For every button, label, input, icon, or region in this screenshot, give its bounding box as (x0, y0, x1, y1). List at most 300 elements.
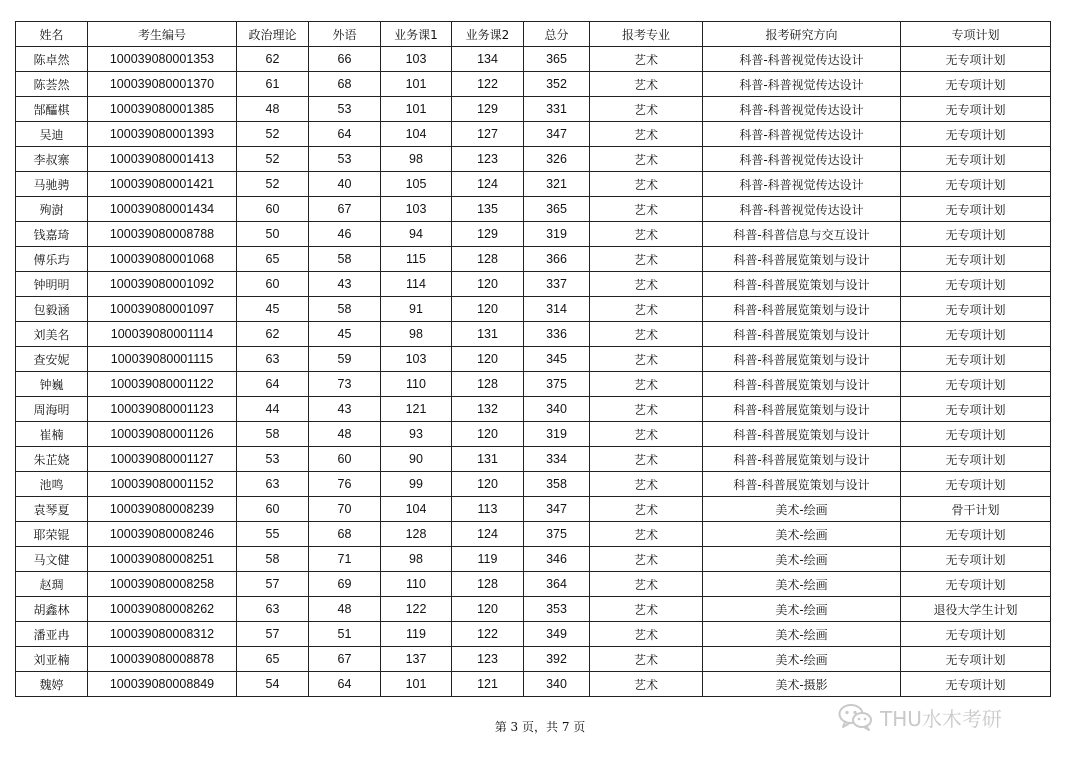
table-cell: 100039080008258 (88, 572, 237, 597)
table-cell: 40 (309, 172, 381, 197)
table-cell: 131 (452, 447, 524, 472)
table-cell: 艺术 (590, 572, 703, 597)
table-cell: 殉澍 (16, 197, 88, 222)
table-cell: 319 (524, 222, 590, 247)
table-cell: 艺术 (590, 197, 703, 222)
table-cell: 包毅涵 (16, 297, 88, 322)
column-header: 政治理论 (237, 22, 309, 47)
table-cell: 袁琴夏 (16, 497, 88, 522)
table-cell: 51 (309, 622, 381, 647)
table-cell: 90 (381, 447, 452, 472)
table-cell: 钱嘉琦 (16, 222, 88, 247)
table-cell: 无专项计划 (901, 47, 1051, 72)
table-cell: 103 (381, 47, 452, 72)
table-cell: 63 (237, 472, 309, 497)
table-cell: 无专项计划 (901, 622, 1051, 647)
table-cell: 57 (237, 572, 309, 597)
table-cell: 45 (309, 322, 381, 347)
table-cell: 365 (524, 197, 590, 222)
table-cell: 无专项计划 (901, 72, 1051, 97)
table-cell: 345 (524, 347, 590, 372)
table-cell: 64 (309, 672, 381, 697)
table-cell: 101 (381, 72, 452, 97)
table-cell: 53 (309, 147, 381, 172)
table-cell: 100039080008312 (88, 622, 237, 647)
table-cell: 美术-绘画 (703, 622, 901, 647)
table-cell: 54 (237, 672, 309, 697)
table-cell: 艺术 (590, 247, 703, 272)
table-cell: 113 (452, 497, 524, 522)
table-cell: 326 (524, 147, 590, 172)
table-cell: 65 (237, 247, 309, 272)
table-cell: 无专项计划 (901, 197, 1051, 222)
table-cell: 375 (524, 522, 590, 547)
table-cell: 100039080008788 (88, 222, 237, 247)
table-row (16, 172, 1051, 197)
table-cell: 艺术 (590, 97, 703, 122)
table-cell: 陈卓然 (16, 47, 88, 72)
table-cell: 郜醽棋 (16, 97, 88, 122)
table-cell: 58 (237, 422, 309, 447)
table-cell: 艺术 (590, 372, 703, 397)
table-cell: 刘美名 (16, 322, 88, 347)
table-cell: 科普-科普展览策划与设计 (703, 297, 901, 322)
table-cell: 100039080001097 (88, 297, 237, 322)
table-cell: 100039080001114 (88, 322, 237, 347)
column-header: 业务课2 (452, 22, 524, 47)
table-cell: 美术-摄影 (703, 672, 901, 697)
table-cell: 63 (237, 347, 309, 372)
table-row (16, 647, 1051, 672)
table-cell: 艺术 (590, 497, 703, 522)
table-cell: 129 (452, 222, 524, 247)
table-cell: 59 (309, 347, 381, 372)
table-cell: 科普-科普展览策划与设计 (703, 447, 901, 472)
table-cell: 121 (452, 672, 524, 697)
table-cell: 无专项计划 (901, 447, 1051, 472)
table-cell: 美术-绘画 (703, 572, 901, 597)
table-cell: 340 (524, 397, 590, 422)
table-cell: 退役大学生计划 (901, 597, 1051, 622)
table-row (16, 222, 1051, 247)
table-cell: 61 (237, 72, 309, 97)
table-cell: 无专项计划 (901, 297, 1051, 322)
table-row (16, 522, 1051, 547)
table-cell: 科普-科普视觉传达设计 (703, 147, 901, 172)
table-cell: 69 (309, 572, 381, 597)
table-cell: 45 (237, 297, 309, 322)
table-body (16, 47, 1051, 697)
table-cell: 52 (237, 172, 309, 197)
table-cell: 120 (452, 347, 524, 372)
table-cell: 艺术 (590, 597, 703, 622)
table-cell: 无专项计划 (901, 397, 1051, 422)
table-cell: 100039080001434 (88, 197, 237, 222)
table-cell: 43 (309, 397, 381, 422)
table-cell: 科普-科普视觉传达设计 (703, 72, 901, 97)
table-cell: 60 (309, 447, 381, 472)
table-cell: 314 (524, 297, 590, 322)
table-cell: 100039080001370 (88, 72, 237, 97)
table-cell: 71 (309, 547, 381, 572)
table-row (16, 372, 1051, 397)
table-cell: 101 (381, 672, 452, 697)
table-cell: 艺术 (590, 422, 703, 447)
table-cell: 钟明明 (16, 272, 88, 297)
column-header: 报考研究方向 (703, 22, 901, 47)
table-cell: 110 (381, 572, 452, 597)
table-cell: 366 (524, 247, 590, 272)
table-cell: 艺术 (590, 72, 703, 97)
table-cell: 46 (309, 222, 381, 247)
table-cell: 艺术 (590, 522, 703, 547)
table-cell: 100039080001068 (88, 247, 237, 272)
table-cell: 128 (452, 247, 524, 272)
table-cell: 赵琱 (16, 572, 88, 597)
table-cell: 353 (524, 597, 590, 622)
table-cell: 392 (524, 647, 590, 672)
table-cell: 无专项计划 (901, 422, 1051, 447)
table-cell: 55 (237, 522, 309, 547)
table-cell: 128 (452, 572, 524, 597)
table-cell: 无专项计划 (901, 672, 1051, 697)
admission-score-table (15, 21, 1051, 697)
table-row (16, 97, 1051, 122)
table-cell: 100039080008262 (88, 597, 237, 622)
table-cell: 43 (309, 272, 381, 297)
table-cell: 120 (452, 272, 524, 297)
table-cell: 91 (381, 297, 452, 322)
watermark (838, 700, 1002, 734)
table-cell: 美术-绘画 (703, 497, 901, 522)
table-cell: 120 (452, 422, 524, 447)
table-cell: 103 (381, 347, 452, 372)
table-cell: 艺术 (590, 47, 703, 72)
table-cell: 骨干计划 (901, 497, 1051, 522)
table-row (16, 672, 1051, 697)
table-cell: 100039080001092 (88, 272, 237, 297)
table-cell: 120 (452, 472, 524, 497)
table-cell: 科普-科普展览策划与设计 (703, 472, 901, 497)
table-cell: 无专项计划 (901, 322, 1051, 347)
table-cell: 艺术 (590, 672, 703, 697)
table-cell: 100039080008878 (88, 647, 237, 672)
table-row (16, 197, 1051, 222)
table-cell: 336 (524, 322, 590, 347)
table-cell: 100039080001393 (88, 122, 237, 147)
table-cell: 查安妮 (16, 347, 88, 372)
table-cell: 潘亚冉 (16, 622, 88, 647)
table-cell: 128 (452, 372, 524, 397)
table-header-row (16, 22, 1051, 47)
table-row (16, 397, 1051, 422)
table-cell: 73 (309, 372, 381, 397)
table-cell: 无专项计划 (901, 172, 1051, 197)
table-cell: 119 (381, 622, 452, 647)
table-row (16, 297, 1051, 322)
table-row (16, 47, 1051, 72)
table-cell: 科普-科普展览策划与设计 (703, 372, 901, 397)
table-cell: 100039080001385 (88, 97, 237, 122)
table-cell: 无专项计划 (901, 547, 1051, 572)
table-cell: 44 (237, 397, 309, 422)
table-cell: 魏婷 (16, 672, 88, 697)
table-cell: 66 (309, 47, 381, 72)
table-cell: 艺术 (590, 147, 703, 172)
table-cell: 胡鑫林 (16, 597, 88, 622)
table-cell: 陈荟然 (16, 72, 88, 97)
table-cell: 137 (381, 647, 452, 672)
table-row (16, 247, 1051, 272)
table-cell: 马驰骋 (16, 172, 88, 197)
table-cell: 无专项计划 (901, 522, 1051, 547)
table-cell: 科普-科普视觉传达设计 (703, 122, 901, 147)
table-cell: 科普-科普展览策划与设计 (703, 397, 901, 422)
table-cell: 365 (524, 47, 590, 72)
column-header: 业务课1 (381, 22, 452, 47)
table-cell: 朱芷娆 (16, 447, 88, 472)
table-cell: 105 (381, 172, 452, 197)
table-cell: 123 (452, 647, 524, 672)
table-cell: 337 (524, 272, 590, 297)
table-row (16, 72, 1051, 97)
table-cell: 63 (237, 597, 309, 622)
table-cell: 无专项计划 (901, 272, 1051, 297)
table-cell: 马文健 (16, 547, 88, 572)
table-cell: 104 (381, 122, 452, 147)
page-number: 第 3 页，共 7 页 (494, 720, 586, 734)
table-cell: 100039080001115 (88, 347, 237, 372)
table-cell: 无专项计划 (901, 572, 1051, 597)
table-cell: 122 (452, 622, 524, 647)
table-cell: 68 (309, 522, 381, 547)
table-cell: 钟巍 (16, 372, 88, 397)
table-cell: 48 (237, 97, 309, 122)
table-cell: 94 (381, 222, 452, 247)
table-cell: 科普-科普视觉传达设计 (703, 197, 901, 222)
table-cell: 周海明 (16, 397, 88, 422)
table-cell: 375 (524, 372, 590, 397)
table-cell: 科普-科普展览策划与设计 (703, 247, 901, 272)
table-cell: 62 (237, 322, 309, 347)
table-cell: 科普-科普展览策划与设计 (703, 422, 901, 447)
table-cell: 58 (237, 547, 309, 572)
table-cell: 科普-科普展览策划与设计 (703, 347, 901, 372)
table-cell: 艺术 (590, 547, 703, 572)
table-cell: 52 (237, 122, 309, 147)
table-cell: 135 (452, 197, 524, 222)
table-cell: 48 (309, 597, 381, 622)
table-cell: 114 (381, 272, 452, 297)
table-cell: 耶荣锟 (16, 522, 88, 547)
table-cell: 122 (381, 597, 452, 622)
column-header: 专项计划 (901, 22, 1051, 47)
table-cell: 100039080001152 (88, 472, 237, 497)
table-cell: 艺术 (590, 322, 703, 347)
table-cell: 100039080001421 (88, 172, 237, 197)
table-row (16, 547, 1051, 572)
table-cell: 无专项计划 (901, 372, 1051, 397)
table-cell: 无专项计划 (901, 97, 1051, 122)
table-cell: 62 (237, 47, 309, 72)
table-cell: 347 (524, 497, 590, 522)
table-cell: 57 (237, 622, 309, 647)
watermark-text: THU水木考研 (880, 706, 1002, 731)
table-cell: 123 (452, 147, 524, 172)
table-row (16, 347, 1051, 372)
table-cell: 无专项计划 (901, 647, 1051, 672)
table-cell: 100039080008239 (88, 497, 237, 522)
table-cell: 100039080001122 (88, 372, 237, 397)
table-cell: 98 (381, 547, 452, 572)
table-cell: 99 (381, 472, 452, 497)
table-cell: 科普-科普展览策划与设计 (703, 322, 901, 347)
table-cell: 124 (452, 172, 524, 197)
table-cell: 艺术 (590, 447, 703, 472)
table-cell: 崔楠 (16, 422, 88, 447)
table-cell: 101 (381, 97, 452, 122)
table-cell: 119 (452, 547, 524, 572)
table-cell: 科普-科普视觉传达设计 (703, 47, 901, 72)
table-cell: 53 (309, 97, 381, 122)
table-row (16, 597, 1051, 622)
column-header: 考生编号 (88, 22, 237, 47)
table-cell: 100039080008251 (88, 547, 237, 572)
table-cell: 池鸣 (16, 472, 88, 497)
table-cell: 128 (381, 522, 452, 547)
table-cell: 艺术 (590, 347, 703, 372)
column-header: 姓名 (16, 22, 88, 47)
table-cell: 52 (237, 147, 309, 172)
table-cell: 艺术 (590, 622, 703, 647)
table-cell: 无专项计划 (901, 247, 1051, 272)
table-cell: 艺术 (590, 297, 703, 322)
column-header: 报考专业 (590, 22, 703, 47)
table-cell: 科普-科普视觉传达设计 (703, 97, 901, 122)
table-row (16, 472, 1051, 497)
table-cell: 艺术 (590, 472, 703, 497)
table-cell: 104 (381, 497, 452, 522)
table-cell: 无专项计划 (901, 147, 1051, 172)
table-cell: 60 (237, 272, 309, 297)
table-cell: 50 (237, 222, 309, 247)
table-cell: 100039080008246 (88, 522, 237, 547)
column-header: 外语 (309, 22, 381, 47)
table-cell: 60 (237, 197, 309, 222)
table-cell: 科普-科普视觉传达设计 (703, 172, 901, 197)
table-cell: 349 (524, 622, 590, 647)
table-cell: 无专项计划 (901, 347, 1051, 372)
table-cell: 美术-绘画 (703, 597, 901, 622)
table-cell: 110 (381, 372, 452, 397)
table-cell: 120 (452, 597, 524, 622)
table-cell: 100039080001353 (88, 47, 237, 72)
table-cell: 100039080008849 (88, 672, 237, 697)
table-cell: 艺术 (590, 272, 703, 297)
table-cell: 334 (524, 447, 590, 472)
table-cell: 98 (381, 147, 452, 172)
table-cell: 53 (237, 447, 309, 472)
table-cell: 103 (381, 197, 452, 222)
table-cell: 115 (381, 247, 452, 272)
table-cell: 93 (381, 422, 452, 447)
table-cell: 65 (237, 647, 309, 672)
table-cell: 70 (309, 497, 381, 522)
table-cell: 67 (309, 647, 381, 672)
table-cell: 131 (452, 322, 524, 347)
table-row (16, 322, 1051, 347)
table-cell: 76 (309, 472, 381, 497)
table-cell: 艺术 (590, 122, 703, 147)
table-row (16, 447, 1051, 472)
table-row (16, 497, 1051, 522)
table-cell: 67 (309, 197, 381, 222)
table-row (16, 272, 1051, 297)
table-cell: 美术-绘画 (703, 547, 901, 572)
table-cell: 48 (309, 422, 381, 447)
table-cell: 无专项计划 (901, 122, 1051, 147)
table-cell: 60 (237, 497, 309, 522)
table-cell: 艺术 (590, 397, 703, 422)
table-cell: 122 (452, 72, 524, 97)
table-cell: 132 (452, 397, 524, 422)
table-cell: 无专项计划 (901, 472, 1051, 497)
table-row (16, 122, 1051, 147)
table-cell: 100039080001126 (88, 422, 237, 447)
table-cell: 346 (524, 547, 590, 572)
table-cell: 艺术 (590, 222, 703, 247)
table-cell: 364 (524, 572, 590, 597)
table-row (16, 422, 1051, 447)
table-cell: 李叔寨 (16, 147, 88, 172)
wechat-icon (838, 703, 874, 731)
table-cell: 127 (452, 122, 524, 147)
table-cell: 傅乐玙 (16, 247, 88, 272)
table-cell: 319 (524, 422, 590, 447)
table-cell: 352 (524, 72, 590, 97)
table-cell: 吴迪 (16, 122, 88, 147)
table-cell: 科普-科普展览策划与设计 (703, 272, 901, 297)
table-cell: 120 (452, 297, 524, 322)
table-cell: 艺术 (590, 647, 703, 672)
table-cell: 刘亚楠 (16, 647, 88, 672)
table-cell: 98 (381, 322, 452, 347)
table-cell: 艺术 (590, 172, 703, 197)
table-cell: 美术-绘画 (703, 647, 901, 672)
table-cell: 100039080001123 (88, 397, 237, 422)
table-cell: 58 (309, 247, 381, 272)
table-row (16, 572, 1051, 597)
table-cell: 347 (524, 122, 590, 147)
table-cell: 340 (524, 672, 590, 697)
table-row (16, 147, 1051, 172)
table-cell: 321 (524, 172, 590, 197)
table-cell: 美术-绘画 (703, 522, 901, 547)
table-cell: 134 (452, 47, 524, 72)
table-cell: 129 (452, 97, 524, 122)
table-cell: 100039080001127 (88, 447, 237, 472)
table-cell: 100039080001413 (88, 147, 237, 172)
table-cell: 121 (381, 397, 452, 422)
table-cell: 331 (524, 97, 590, 122)
table-cell: 68 (309, 72, 381, 97)
table-cell: 124 (452, 522, 524, 547)
table-cell: 64 (309, 122, 381, 147)
table-cell: 64 (237, 372, 309, 397)
column-header: 总分 (524, 22, 590, 47)
table-cell: 58 (309, 297, 381, 322)
table-cell: 无专项计划 (901, 222, 1051, 247)
